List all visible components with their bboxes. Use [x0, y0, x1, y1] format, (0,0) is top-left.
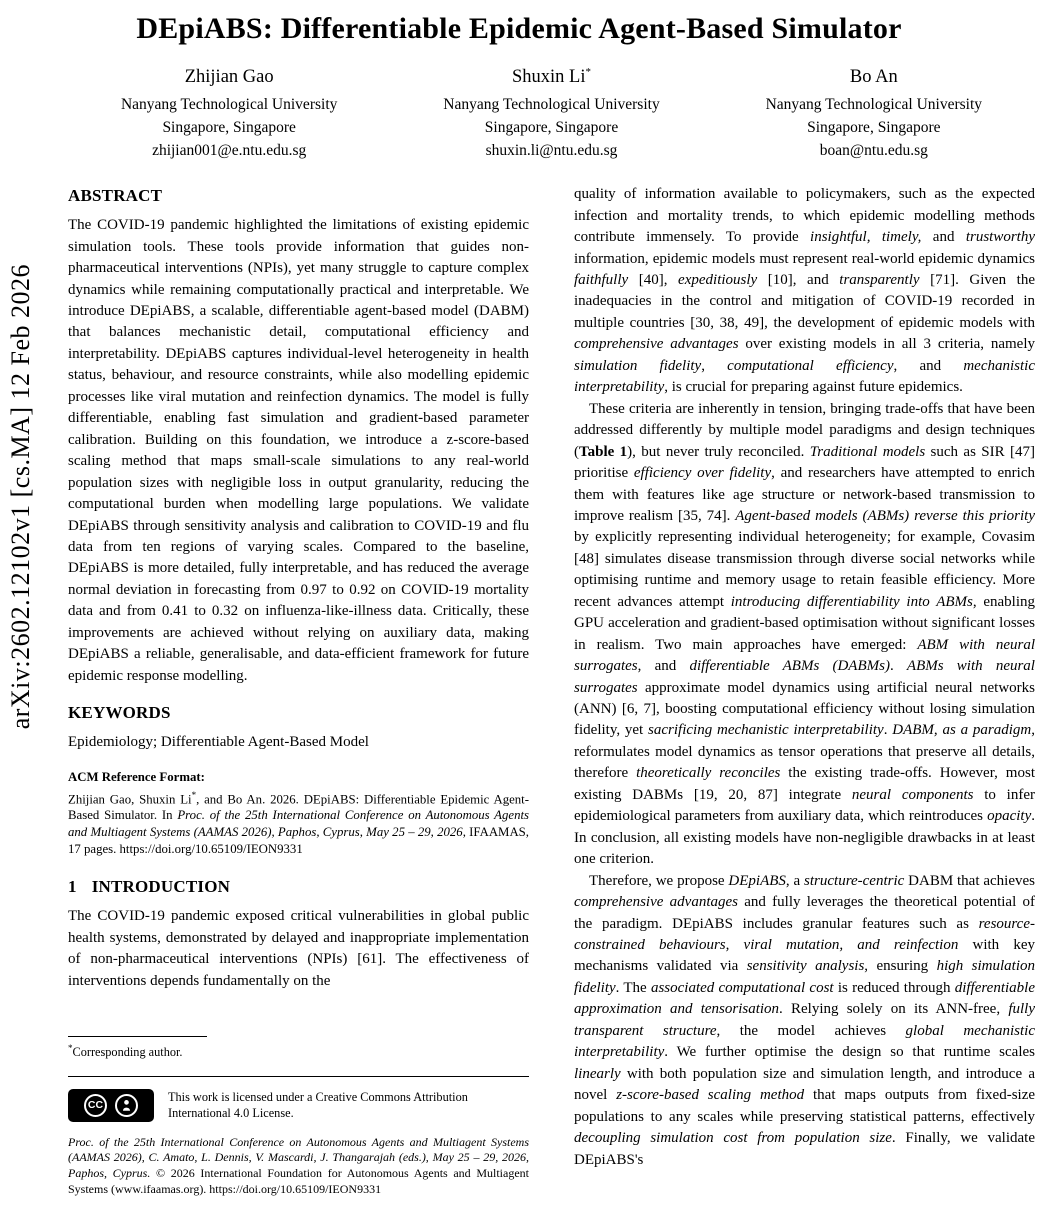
author-location: Singapore, Singapore [484, 119, 619, 137]
section-number: 1 [68, 877, 77, 897]
corresponding-author-footnote: *Corresponding author. [68, 1042, 183, 1059]
paper-page [0, 12, 1038, 1212]
conference-info: Proc. of the 25th International Conference on Autonomous Agents and Multiagent Systems (AAMAS 2026), C. Amato, L. Dennis, V. Mascardi, J. Thangarajah (eds.), May 25 – 29, 2026, Paphos, Cyprus. © 2026 International Foundation for Autonomous Agents and Multiagent Systems (www.ifaamas.org). https://doi.org/10.65109/IEON9331 [68, 1134, 529, 1196]
author-email: shuxin.li@ntu.edu.sg [485, 142, 618, 160]
author-name-text: Shuxin Li [511, 67, 586, 88]
author-1 [68, 66, 390, 162]
author-name [713, 66, 1035, 88]
author-location: Singapore, Singapore [807, 119, 941, 137]
author-email: zhijian001@e.ntu.edu.sg [152, 142, 307, 160]
author-name-text: Bo An [849, 67, 898, 88]
author-name [68, 66, 390, 88]
author-2 [390, 66, 712, 162]
abstract-heading: ABSTRACT [68, 186, 163, 206]
author-name [390, 66, 712, 88]
intro-paragraph: The COVID-19 pandemic exposed critical vulnerabilities in global public health systems, demonstrated by delayed and inappropriate implementation of non-pharmaceutical interventions (NPIs) [61]. The effectiveness of interventions depends fundamentally on the [68, 908, 529, 989]
cc-icon: CC [84, 1094, 107, 1117]
abstract-text: The COVID-19 pandemic highlighted the limitations of existing epidemic simulation tools. These tools provide information that guides non-pharmaceutical interventions (NPIs), yet many struggle to capture complex dynamics while remaining computationally practical and interpretable. We introduce DEpiABS, a scalable, differentiable agent-based model (DABM) that balances mechanistic detail, computational efficiency and interpretability. DEpiABS captures individual-level heterogeneity in health status, behaviour, and resource constraints, while also modelling epidemic processes like viral mutation and reinfection dynamics. The model is fully differentiable, enabling fast simulation and gradient-based parameter calibration. Building on this foundation, we introduce a z-score-based scaling method that maps small-scale simulations to any real-world population sizes with negligible loss in output granularity, reducing the computational burden when modelling large populations. We validate DEpiABS through sensitivity analysis and calibration to COVID-19 and flu data from ten regions of varying scales. Compared to the baseline, DEpiABS is more detailed, fully interpretable, and has reduced the average normal deviation in forecasting from 0.97 to 0.92 on COVID-19 mortality data and from 0.41 to 0.32 on influenza-like-illness data. Critically, these improvements are achieved without relying on auxiliary data, making DEpiABS a reliable, generalisable, and data-efficient framework for future epidemic response modelling. [68, 217, 529, 684]
license-row [68, 1089, 529, 1122]
author-affiliation: Nanyang Technological University [443, 96, 660, 114]
two-column-body [68, 184, 1035, 1197]
section-heading-introduction [68, 877, 529, 897]
author-name-text: Zhijian Gao [184, 67, 274, 88]
keywords-text: Epidemiology; Differentiable Agent-Based Model [68, 734, 369, 751]
by-person-icon [115, 1094, 138, 1117]
footnote-rule [68, 1036, 207, 1037]
left-column [68, 184, 529, 1197]
keywords-heading: KEYWORDS [68, 703, 171, 723]
license-text: This work is licensed under a Creative Commons Attribution International 4.0 License. [168, 1090, 468, 1121]
body-paragraph: These criteria are inherently in tension, bringing trade-offs that have been addressed differently by multiple model paradigms and design techniques (Table 1), but never truly reconciled. Traditional models such as SIR [47] prioritise efficiency over fidelity, and researchers have attempted to enrich them with features like age structure or network-based transmission to improve realism [35, 74]. Agent-based models (ABMs) reverse this priority by explicitly representing individual heterogeneity; for example, Covasim [48] simulates disease transmission through diverse social networks while optimising runtime and memory usage to retain feasible efficiency. More recent advances attempt introducing differentiability into ABMs, enabling GPU acceleration and gradient-based optimisation without significant losses in realism. Two main approaches have emerged: ABM with neural surrogates, and differentiable ABMs (DABMs). ABMs with neural surrogates approximate model dynamics using artificial neural networks (ANN) [6, 7], boosting computational efficiency without losing simulation fidelity, yet sacrificing mechanistic interpretability. DABM, as a paradigm, reformulates model dynamics as tensor operations that preserve all details, therefore theoretically reconciles the existing trade-offs. However, most existing DABMs [19, 20, 87] integrate neural components to infer epidemiological parameters from auxiliary data, which reintroduces opacity. In conclusion, all existing models have non-negligible drawbacks in at least one criterion. [574, 400, 1035, 868]
body-paragraph: Therefore, we propose DEpiABS, a structure-centric DABM that achieves comprehensive advantages and fully leverages the theoretical potential of the paradigm. DEpiABS includes granular features such as resource-constrained behaviours, viral mutation, and reinfection with key mechanisms validated via sensitivity analysis, ensuring high simulation fidelity. The associated computational cost is reduced through differentiable approximation and tensorisation. Relying solely on its ANN-free, fully transparent structure, the model achieves global mechanistic interpretability. We further optimise the design so that runtime scales linearly with both population size and simulation length, and introduce a novel z-score-based scaling method that maps outputs from fixed-size populations to any scales while preserving statistical patterns, effectively decoupling simulation cost from population size. Finally, we validate DEpiABS's [574, 872, 1035, 1168]
right-column [574, 184, 1035, 1197]
author-block [68, 66, 1035, 162]
paper-title: DEpiABS: Differentiable Epidemic Agent-Based Simulator [136, 12, 902, 45]
author-location: Singapore, Singapore [162, 119, 296, 137]
author-email: boan@ntu.edu.sg [819, 142, 928, 160]
acm-reference-heading: ACM Reference Format: [68, 769, 205, 784]
acm-reference-text: Zhijian Gao, Shuxin Li*, and Bo An. 2026. DEpiABS: Differentiable Epidemic Agent-Based Simulator. In Proc. of the 25th International Conference on Autonomous Agents and Multiagent Systems (AAMAS 2026), Paphos, Cyprus, May 25 – 29, 2026, IFAAMAS, 17 pages. https://doi.org/10.65109/IEON9331 [68, 789, 529, 856]
author-affiliation: Nanyang Technological University [765, 96, 983, 114]
body-paragraph-continuation: quality of information available to policymakers, such as the expected infection and mortality trends, to which epidemic modelling methods contribute immensely. To provide insightful, timely, and trustworthy information, epidemic models must represent real-world epidemic dynamics faithfully [40], expeditiously [10], and transparently [71]. Given the inadequacies in the control and mitigation of COVID-19 recorded in multiple countries [30, 38, 49], the development of epidemic models with comprehensive advantages over existing models in all 3 criteria, namely simulation fidelity, computational efficiency, and mechanistic interpretability, is crucial for preparing against future epidemics. [574, 186, 1035, 396]
arxiv-watermark: arXiv:2602.12102v1 [cs.MA] 12 Feb 2026 [6, 264, 35, 730]
author-affiliation: Nanyang Technological University [120, 96, 338, 114]
footnote-block [68, 1036, 529, 1197]
section-title: INTRODUCTION [91, 877, 231, 897]
author-3 [713, 66, 1035, 162]
copyright-rule [68, 1076, 529, 1077]
author-name-sup: * [585, 66, 591, 78]
cc-by-license-badge [68, 1089, 154, 1122]
